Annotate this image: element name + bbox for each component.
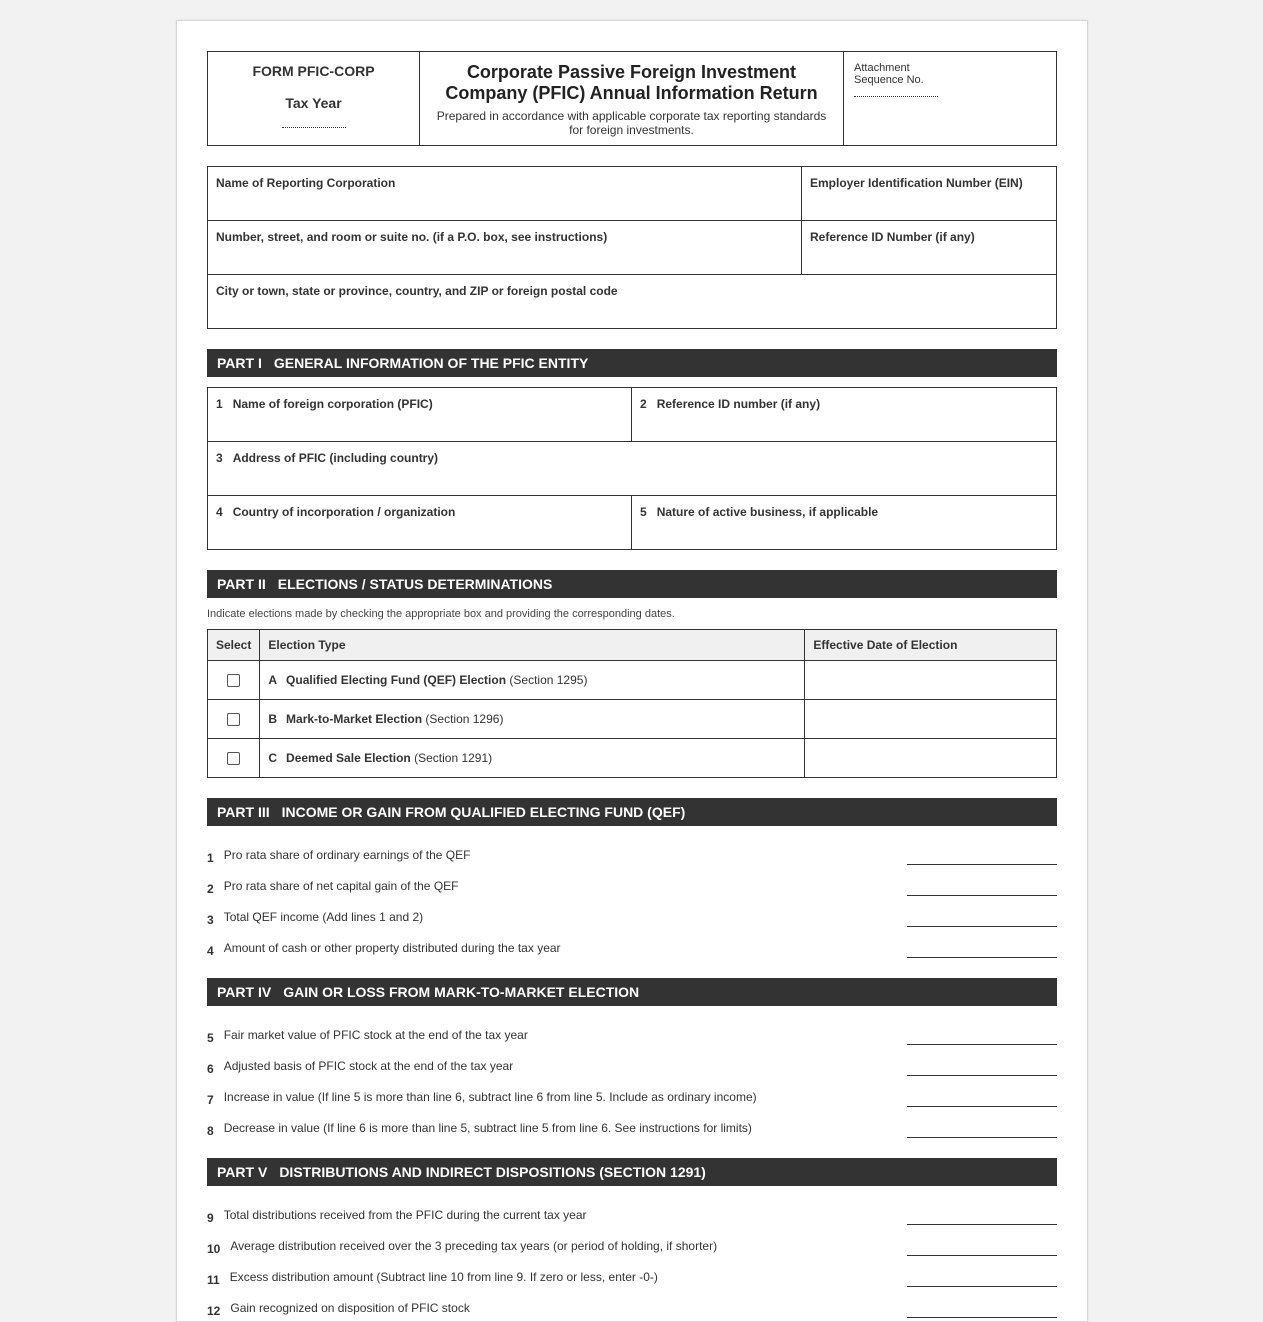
sequence-label: Sequence No. <box>854 74 924 86</box>
table-row <box>208 700 1057 739</box>
line-label: Total distributions received from the PFIC during the current tax year <box>223 1208 587 1222</box>
line-8-amount-field[interactable] <box>907 1117 1057 1138</box>
attachment-label: Attachment <box>854 62 910 74</box>
ein-field[interactable] <box>802 167 1056 220</box>
part2-header <box>207 570 1057 598</box>
election-c-checkbox[interactable] <box>227 752 240 765</box>
line-item <box>207 1256 1057 1287</box>
election-title: Deemed Sale Election <box>286 751 411 765</box>
line-item <box>207 896 1057 927</box>
line-item <box>207 927 1057 958</box>
col-election-type: Election Type <box>260 630 805 661</box>
part5-title: DISTRIBUTIONS AND INDIRECT DISPOSITIONS (SECTION 1291) <box>279 1164 706 1180</box>
col-select: Select <box>208 630 260 661</box>
part5-lines <box>207 1194 1057 1318</box>
field-number: 5 <box>640 505 647 519</box>
election-c-label <box>260 739 805 778</box>
line-item <box>207 834 1057 865</box>
active-business-field[interactable] <box>632 496 1056 549</box>
line-3-amount-field[interactable] <box>907 906 1057 927</box>
line-6-amount-field[interactable] <box>907 1055 1057 1076</box>
line-label: Gain recognized on disposition of PFIC stock <box>230 1301 470 1315</box>
line-number: 5 <box>207 1031 214 1045</box>
line-label: Excess distribution amount (Subtract line 10 from line 9. If zero or less, enter -0-) <box>229 1270 658 1284</box>
line-item <box>207 1045 1057 1076</box>
line-7-amount-field[interactable] <box>907 1086 1057 1107</box>
line-item <box>207 1194 1057 1225</box>
part1-number: PART I <box>217 355 262 371</box>
form-header <box>207 51 1057 146</box>
election-a-checkbox[interactable] <box>227 674 240 687</box>
line-number: 9 <box>207 1211 214 1225</box>
part3-number: PART III <box>217 804 270 820</box>
elections-table <box>207 629 1057 778</box>
line-number: 2 <box>207 882 214 896</box>
part2-note: Indicate elections made by checking the appropriate box and providing the corresponding dates. <box>207 608 675 620</box>
election-letter: C <box>268 751 278 765</box>
col-effective-date: Effective Date of Election <box>805 630 1057 661</box>
election-letter: B <box>268 712 278 726</box>
line-label: Total QEF income (Add lines 1 and 2) <box>223 910 424 924</box>
pfic-name-field[interactable] <box>208 388 632 441</box>
election-title: Mark-to-Market Election <box>286 712 423 726</box>
election-title: Qualified Electing Fund (QEF) Election <box>286 673 507 687</box>
city-field[interactable] <box>208 275 1056 328</box>
corp-name-label: Name of Reporting Corporation <box>216 176 396 190</box>
country-incorporation-field[interactable] <box>208 496 632 549</box>
field-number: 4 <box>216 505 223 519</box>
sequence-field[interactable] <box>854 96 938 97</box>
election-b-checkbox[interactable] <box>227 713 240 726</box>
pfic-reference-id-label: Reference ID number (if any) <box>656 397 821 411</box>
line-number: 11 <box>207 1273 220 1287</box>
corp-info-grid <box>207 166 1057 329</box>
line-label: Pro rata share of net capital gain of the QEF <box>223 879 459 893</box>
line-number: 10 <box>207 1242 221 1256</box>
ein-label: Employer Identification Number (EIN) <box>810 176 1023 190</box>
line-number: 4 <box>207 944 214 958</box>
line-number: 7 <box>207 1093 214 1107</box>
line-5-amount-field[interactable] <box>907 1024 1057 1045</box>
line-number: 12 <box>207 1304 221 1318</box>
table-row <box>208 739 1057 778</box>
line-item <box>207 1287 1057 1318</box>
part2-title: ELECTIONS / STATUS DETERMINATIONS <box>277 576 553 592</box>
pfic-address-field[interactable] <box>208 442 1056 495</box>
table-row <box>208 661 1057 700</box>
line-11-amount-field[interactable] <box>907 1266 1057 1287</box>
country-incorporation-label: Country of incorporation / organization <box>232 505 456 519</box>
field-number: 2 <box>640 397 647 411</box>
corp-name-field[interactable] <box>208 167 802 220</box>
line-item <box>207 1107 1057 1138</box>
part4-title: GAIN OR LOSS FROM MARK-TO-MARKET ELECTION <box>283 984 640 1000</box>
reference-id-label: Reference ID Number (if any) <box>810 230 975 244</box>
line-item <box>207 1014 1057 1045</box>
part5-header <box>207 1158 1057 1186</box>
line-label: Adjusted basis of PFIC stock at the end of the tax year <box>223 1059 514 1073</box>
election-section: (Section 1295) <box>509 673 588 687</box>
field-number: 1 <box>216 397 223 411</box>
election-a-label <box>260 661 805 700</box>
form-title: Corporate Passive Foreign Investment Company (PFIC) Annual Information Return <box>445 62 818 103</box>
part3-lines <box>207 834 1057 958</box>
line-12-amount-field[interactable] <box>907 1297 1057 1318</box>
line-10-amount-field[interactable] <box>907 1235 1057 1256</box>
election-section: (Section 1296) <box>425 712 504 726</box>
street-label: Number, street, and room or suite no. (if a P.O. box, see instructions) <box>216 230 608 244</box>
line-item <box>207 1076 1057 1107</box>
part1-title: GENERAL INFORMATION OF THE PFIC ENTITY <box>273 355 589 371</box>
election-section: (Section 1291) <box>414 751 493 765</box>
part3-title: INCOME OR GAIN FROM QUALIFIED ELECTING FUND (QEF) <box>281 804 686 820</box>
line-number: 6 <box>207 1062 214 1076</box>
line-label: Average distribution received over the 3 preceding tax years (or period of holding, if shorter) <box>230 1239 718 1253</box>
tax-year-label: Tax Year <box>285 95 342 111</box>
line-4-amount-field[interactable] <box>907 937 1057 958</box>
pfic-reference-id-field[interactable] <box>632 388 1056 441</box>
line-item <box>207 865 1057 896</box>
election-b-date-field[interactable] <box>805 700 1057 739</box>
pfic-name-label: Name of foreign corporation (PFIC) <box>232 397 433 411</box>
part1-grid <box>207 387 1057 550</box>
election-c-date-field[interactable] <box>805 739 1057 778</box>
line-label: Increase in value (If line 5 is more than line 6, subtract line 6 from line 5. Include as ordinary income) <box>223 1090 757 1104</box>
line-label: Decrease in value (If line 6 is more than line 5, subtract line 5 from line 6. See instructions for limits) <box>223 1121 752 1135</box>
part4-number: PART IV <box>217 984 272 1000</box>
reference-id-field[interactable] <box>802 221 1056 274</box>
line-number: 1 <box>207 851 214 865</box>
form-id: FORM PFIC-CORP <box>252 63 375 79</box>
line-label: Pro rata share of ordinary earnings of the QEF <box>223 848 471 862</box>
part4-header <box>207 978 1057 1006</box>
part3-header <box>207 798 1057 826</box>
form-page <box>176 20 1088 1322</box>
election-b-label <box>260 700 805 739</box>
election-a-date-field[interactable] <box>805 661 1057 700</box>
attachment-box <box>844 52 1056 145</box>
line-9-amount-field[interactable] <box>907 1204 1057 1225</box>
form-title-box <box>420 52 844 145</box>
election-letter: A <box>268 673 278 687</box>
line-number: 3 <box>207 913 214 927</box>
line-2-amount-field[interactable] <box>907 875 1057 896</box>
form-subtitle: Prepared in accordance with applicable corporate tax reporting standards for foreign investments. <box>436 109 827 137</box>
pfic-address-label: Address of PFIC (including country) <box>232 451 439 465</box>
city-label: City or town, state or province, country, and ZIP or foreign postal code <box>216 284 618 298</box>
field-number: 3 <box>216 451 223 465</box>
part1-header <box>207 349 1057 377</box>
line-1-amount-field[interactable] <box>907 844 1057 865</box>
street-field[interactable] <box>208 221 802 274</box>
line-label: Amount of cash or other property distributed during the tax year <box>223 941 561 955</box>
part4-lines <box>207 1014 1057 1138</box>
part5-number: PART V <box>217 1164 268 1180</box>
tax-year-field[interactable] <box>282 123 346 128</box>
active-business-label: Nature of active business, if applicable <box>656 505 879 519</box>
line-number: 8 <box>207 1124 214 1138</box>
part2-number: PART II <box>217 576 266 592</box>
line-item <box>207 1225 1057 1256</box>
line-label: Fair market value of PFIC stock at the end of the tax year <box>223 1028 528 1042</box>
form-id-box <box>208 52 420 145</box>
